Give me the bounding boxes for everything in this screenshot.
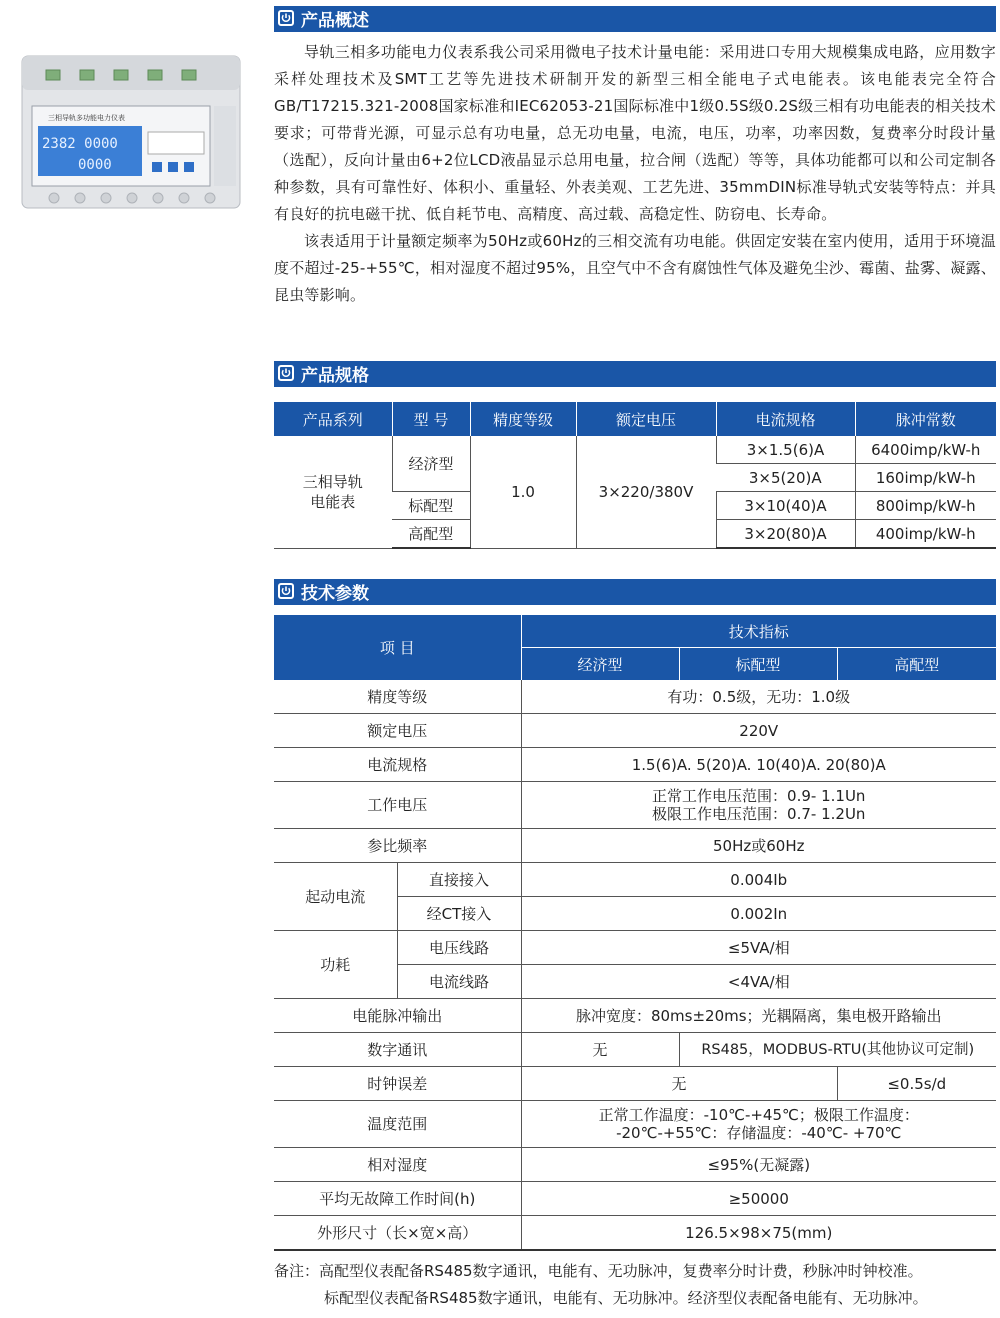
spec-header-row	[274, 402, 996, 436]
table-row	[274, 1101, 996, 1148]
tech-rule	[274, 603, 996, 605]
tech-title: 技术参数	[301, 583, 369, 604]
spec-model-economy: 经济型	[392, 436, 470, 492]
tech-value-ct: 0.002In	[521, 897, 996, 931]
spec-pulse-2: 160imp/kW-h	[855, 464, 996, 492]
spec-col-model: 型 号	[392, 402, 470, 436]
table-row	[274, 748, 996, 782]
tech-value-temp	[521, 1101, 996, 1148]
tech-col-item: 项 目	[274, 615, 521, 680]
spec-series: 三相导轨电能表	[302, 472, 363, 511]
tech-value-comm-other: RS485，MODBUS-RTU(其他协议可定制)	[679, 1033, 996, 1067]
tech-label-work-voltage: 工作电压	[274, 782, 521, 829]
spec-voltage: 3×220/380V	[576, 436, 716, 548]
spec-col-pulse: 脉冲常数	[855, 402, 996, 436]
overview-title: 产品概述	[301, 10, 369, 31]
tech-col-economy: 经济型	[521, 648, 679, 681]
overview-para2: 该表适用于计量额定频率为50Hz或60Hz的三相交流有功电能。供固定安装在室内使用，适用于环境温度不超过-25-+55℃，相对湿度不超过95%，且空气中不含有腐蚀性气体及避免尘沙、霉菌、盐雾、凝露、昆虫等影响。	[274, 232, 996, 304]
table-row	[274, 680, 996, 714]
tech-value-comm-economy: 无	[521, 1033, 679, 1067]
power-icon	[278, 365, 294, 381]
tech-value-frequency: 50Hz或60Hz	[521, 829, 996, 863]
tech-value-current-circuit: <4VA/相	[521, 965, 996, 999]
tech-label-current: 电流规格	[274, 748, 521, 782]
tech-label-power: 功耗	[274, 931, 397, 999]
spec-pulse-1: 6400imp/kW-h	[855, 436, 996, 464]
overview-text	[274, 39, 996, 309]
table-row	[274, 1033, 996, 1067]
spec-accuracy: 1.0	[470, 436, 576, 548]
spec-current-2: 3×5(20)A	[716, 464, 855, 492]
tech-value-mtbf: ≥50000	[521, 1182, 996, 1216]
meter-lcd-line2: 0000	[78, 157, 112, 173]
table-row	[274, 782, 996, 829]
tech-sub-current-circuit: 电流线路	[397, 965, 521, 999]
tech-value-current: 1.5(6)A. 5(20)A. 10(40)A. 20(80)A	[521, 748, 996, 782]
meter-title: 三相导轨多功能电力仪表	[48, 114, 125, 122]
tech-label-size: 外形尺寸（长×宽×高）	[274, 1216, 521, 1251]
table-row	[274, 436, 996, 464]
tech-value-voltage: 220V	[521, 714, 996, 748]
tech-label-mtbf: 平均无故障工作时间(h)	[274, 1182, 521, 1216]
spec-current-4: 3×20(80)A	[716, 520, 855, 549]
tech-value-humidity: ≤95%(无凝露)	[521, 1148, 996, 1182]
overview-header	[274, 6, 996, 30]
spec-col-current: 电流规格	[716, 402, 855, 436]
spec-rule	[274, 385, 996, 387]
tech-col-index: 技术指标	[521, 615, 996, 648]
tech-temp-line2: -20℃-+55℃：存储温度：-40℃- +70℃	[616, 1124, 902, 1142]
table-row	[274, 931, 996, 965]
spec-col-series: 产品系列	[274, 402, 392, 436]
tech-label-frequency: 参比频率	[274, 829, 521, 863]
tech-value-accuracy: 有功：0.5级，无功：1.0级	[521, 680, 996, 714]
table-row	[274, 1148, 996, 1182]
tech-col-premium: 高配型	[837, 648, 996, 681]
tech-value-clock-none: 无	[521, 1067, 837, 1101]
tech-value-size: 126.5×98×75(mm)	[521, 1216, 996, 1251]
tech-value-work-voltage	[521, 782, 996, 829]
tech-value-voltage-circuit: ≤5VA/相	[521, 931, 996, 965]
tech-col-standard: 标配型	[679, 648, 837, 681]
power-icon	[278, 10, 294, 26]
spec-col-accuracy: 精度等级	[470, 402, 576, 436]
tech-label-voltage: 额定电压	[274, 714, 521, 748]
tech-label-accuracy: 精度等级	[274, 680, 521, 714]
tech-work-voltage-normal: 正常工作电压范围：0.9- 1.1Un	[652, 787, 866, 805]
spec-current-3: 3×10(40)A	[716, 492, 855, 520]
spec-header	[274, 361, 996, 385]
tech-header	[274, 579, 996, 603]
tech-table	[274, 615, 996, 1251]
spec-table	[274, 402, 996, 549]
notes	[274, 1258, 996, 1312]
overview-rule	[274, 30, 996, 32]
tech-label-comm: 数字通讯	[274, 1033, 521, 1067]
table-row	[274, 1067, 996, 1101]
table-row	[274, 714, 996, 748]
tech-value-clock-premium: ≤0.5s/d	[837, 1067, 996, 1101]
tech-label-clock: 时钟误差	[274, 1067, 521, 1101]
table-row	[274, 1216, 996, 1251]
table-row	[274, 1182, 996, 1216]
spec-pulse-4: 400imp/kW-h	[855, 520, 996, 549]
table-row	[274, 863, 996, 897]
spec-pulse-3: 800imp/kW-h	[855, 492, 996, 520]
table-row	[274, 999, 996, 1033]
meter-product-image	[18, 48, 248, 228]
tech-label-start-current: 起动电流	[274, 863, 397, 931]
tech-sub-ct: 经CT接入	[397, 897, 521, 931]
table-row	[274, 829, 996, 863]
tech-value-direct: 0.004Ib	[521, 863, 996, 897]
tech-label-pulse-out: 电能脉冲输出	[274, 999, 521, 1033]
tech-temp-line1: 正常工作温度：-10℃-+45℃；极限工作温度：	[598, 1106, 919, 1124]
overview-para1: 导轨三相多功能电力仪表系我公司采用微电子技术计量电能：采用进口专用大规模集成电路，应用数字采样处理技术及SMT工艺等先进技术研制开发的新型三相全能电子式电能表。该电能表完全符合GB/T17215.321-2008国家标准和IEC62053-21国际标准中1级0.5S级0.2S级三相有功电能表的相关技术要求；可带背光源，可显示总有功电量，总无功电量，电流，电压，功率，功率因数，复费率分时段计量（选配），反向计量由6+2位LCD液晶显示总用电量，拉合闸（选配）等等，具体功能都可以和公司定制各种参数，具有可靠性好、体积小、重量轻、外表美观、工艺先进、35mmDIN标准导轨式安装等特点：并具有良好的抗电磁干扰、低自耗节电、高精度、高过载、高稳定性、防窃电、长寿命。	[274, 43, 996, 223]
tech-label-temp: 温度范围	[274, 1101, 521, 1148]
spec-model-premium: 高配型	[392, 520, 470, 549]
spec-series-cell	[274, 436, 392, 548]
tech-sub-direct: 直接接入	[397, 863, 521, 897]
notes-line2: 标配型仪表配备RS485数字通讯，电能有、无功脉冲。经济型仪表配备电能有、无功脉冲。	[324, 1289, 928, 1307]
tech-work-voltage-limit: 极限工作电压范围：0.7- 1.2Un	[652, 805, 866, 823]
tech-value-pulse-out: 脉冲宽度：80ms±20ms；光耦隔离，集电极开路输出	[521, 999, 996, 1033]
meter-lcd-line1: 2382 0000	[42, 136, 118, 152]
tech-sub-voltage-circuit: 电压线路	[397, 931, 521, 965]
power-icon	[278, 583, 294, 599]
notes-line1: 备注：高配型仪表配备RS485数字通讯，电能有、无功脉冲，复费率分时计费，秒脉冲时钟校准。	[274, 1262, 923, 1280]
tech-header-row	[274, 615, 996, 648]
spec-col-voltage: 额定电压	[576, 402, 716, 436]
tech-label-humidity: 相对湿度	[274, 1148, 521, 1182]
spec-current-1: 3×1.5(6)A	[716, 436, 855, 464]
spec-model-standard: 标配型	[392, 492, 470, 520]
spec-title: 产品规格	[301, 365, 369, 386]
